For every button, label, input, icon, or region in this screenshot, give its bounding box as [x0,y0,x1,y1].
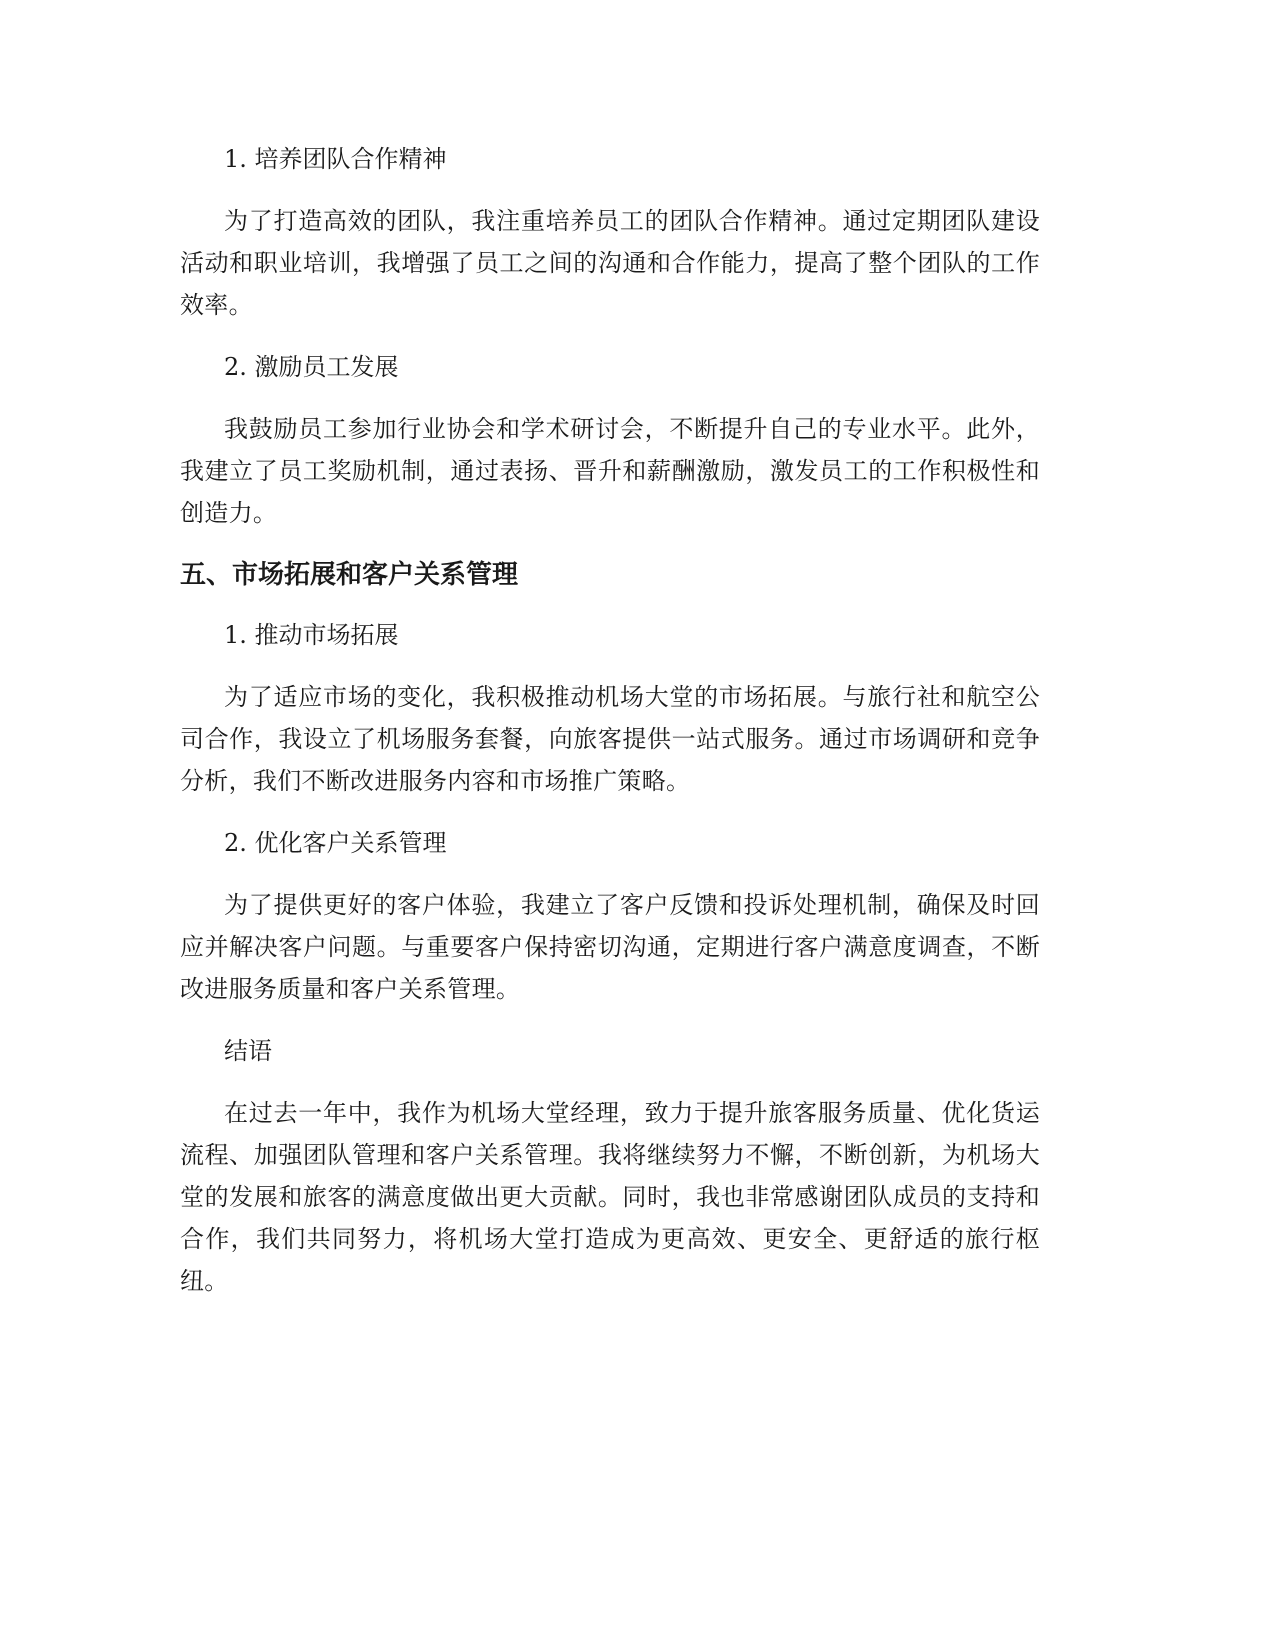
section-heading-market: 五、市场拓展和客户关系管理 [180,560,519,590]
subheading-market-expansion: 1. 推动市场拓展 [224,621,399,649]
conclusion-paragraph: 在过去一年中，我作为机场大堂经理，致力于提升旅客服务质量、优化货运流程、加强团队管理和客户关系管理。我将继续努力不懈，不断创新，为机场大堂的发展和旅客的满意度做出更大贡献。同时，我也非常感谢团队成员的支持和合作，我们共同努力，将机场大堂打造成为更高效、更安全、更舒适的旅行枢纽。 [180,1099,1040,1295]
paragraph-customer-relations: 为了提供更好的客户体验，我建立了客户反馈和投诉处理机制，确保及时回应并解决客户问题。与重要客户保持密切沟通，定期进行客户满意度调查，不断改进服务质量和客户关系管理。 [180,891,1040,1003]
subheading-customer-relations: 2. 优化客户关系管理 [224,829,447,857]
subheading-team-spirit: 1. 培养团队合作精神 [224,145,447,173]
paragraph-team-spirit: 为了打造高效的团队，我注重培养员工的团队合作精神。通过定期团队建设活动和职业培训，我增强了员工之间的沟通和合作能力，提高了整个团队的工作效率。 [180,207,1040,319]
conclusion-title: 结语 [224,1037,272,1065]
document-page [180,138,1040,1322]
paragraph-staff-development: 我鼓励员工参加行业协会和学术研讨会，不断提升自己的专业水平。此外，我建立了员工奖励机制，通过表扬、晋升和薪酬激励，激发员工的工作积极性和创造力。 [180,415,1040,527]
paragraph-market-expansion: 为了适应市场的变化，我积极推动机场大堂的市场拓展。与旅行社和航空公司合作，我设立了机场服务套餐，向旅客提供一站式服务。通过市场调研和竞争分析，我们不断改进服务内容和市场推广策略。 [180,683,1040,795]
subheading-staff-development: 2. 激励员工发展 [224,353,399,381]
